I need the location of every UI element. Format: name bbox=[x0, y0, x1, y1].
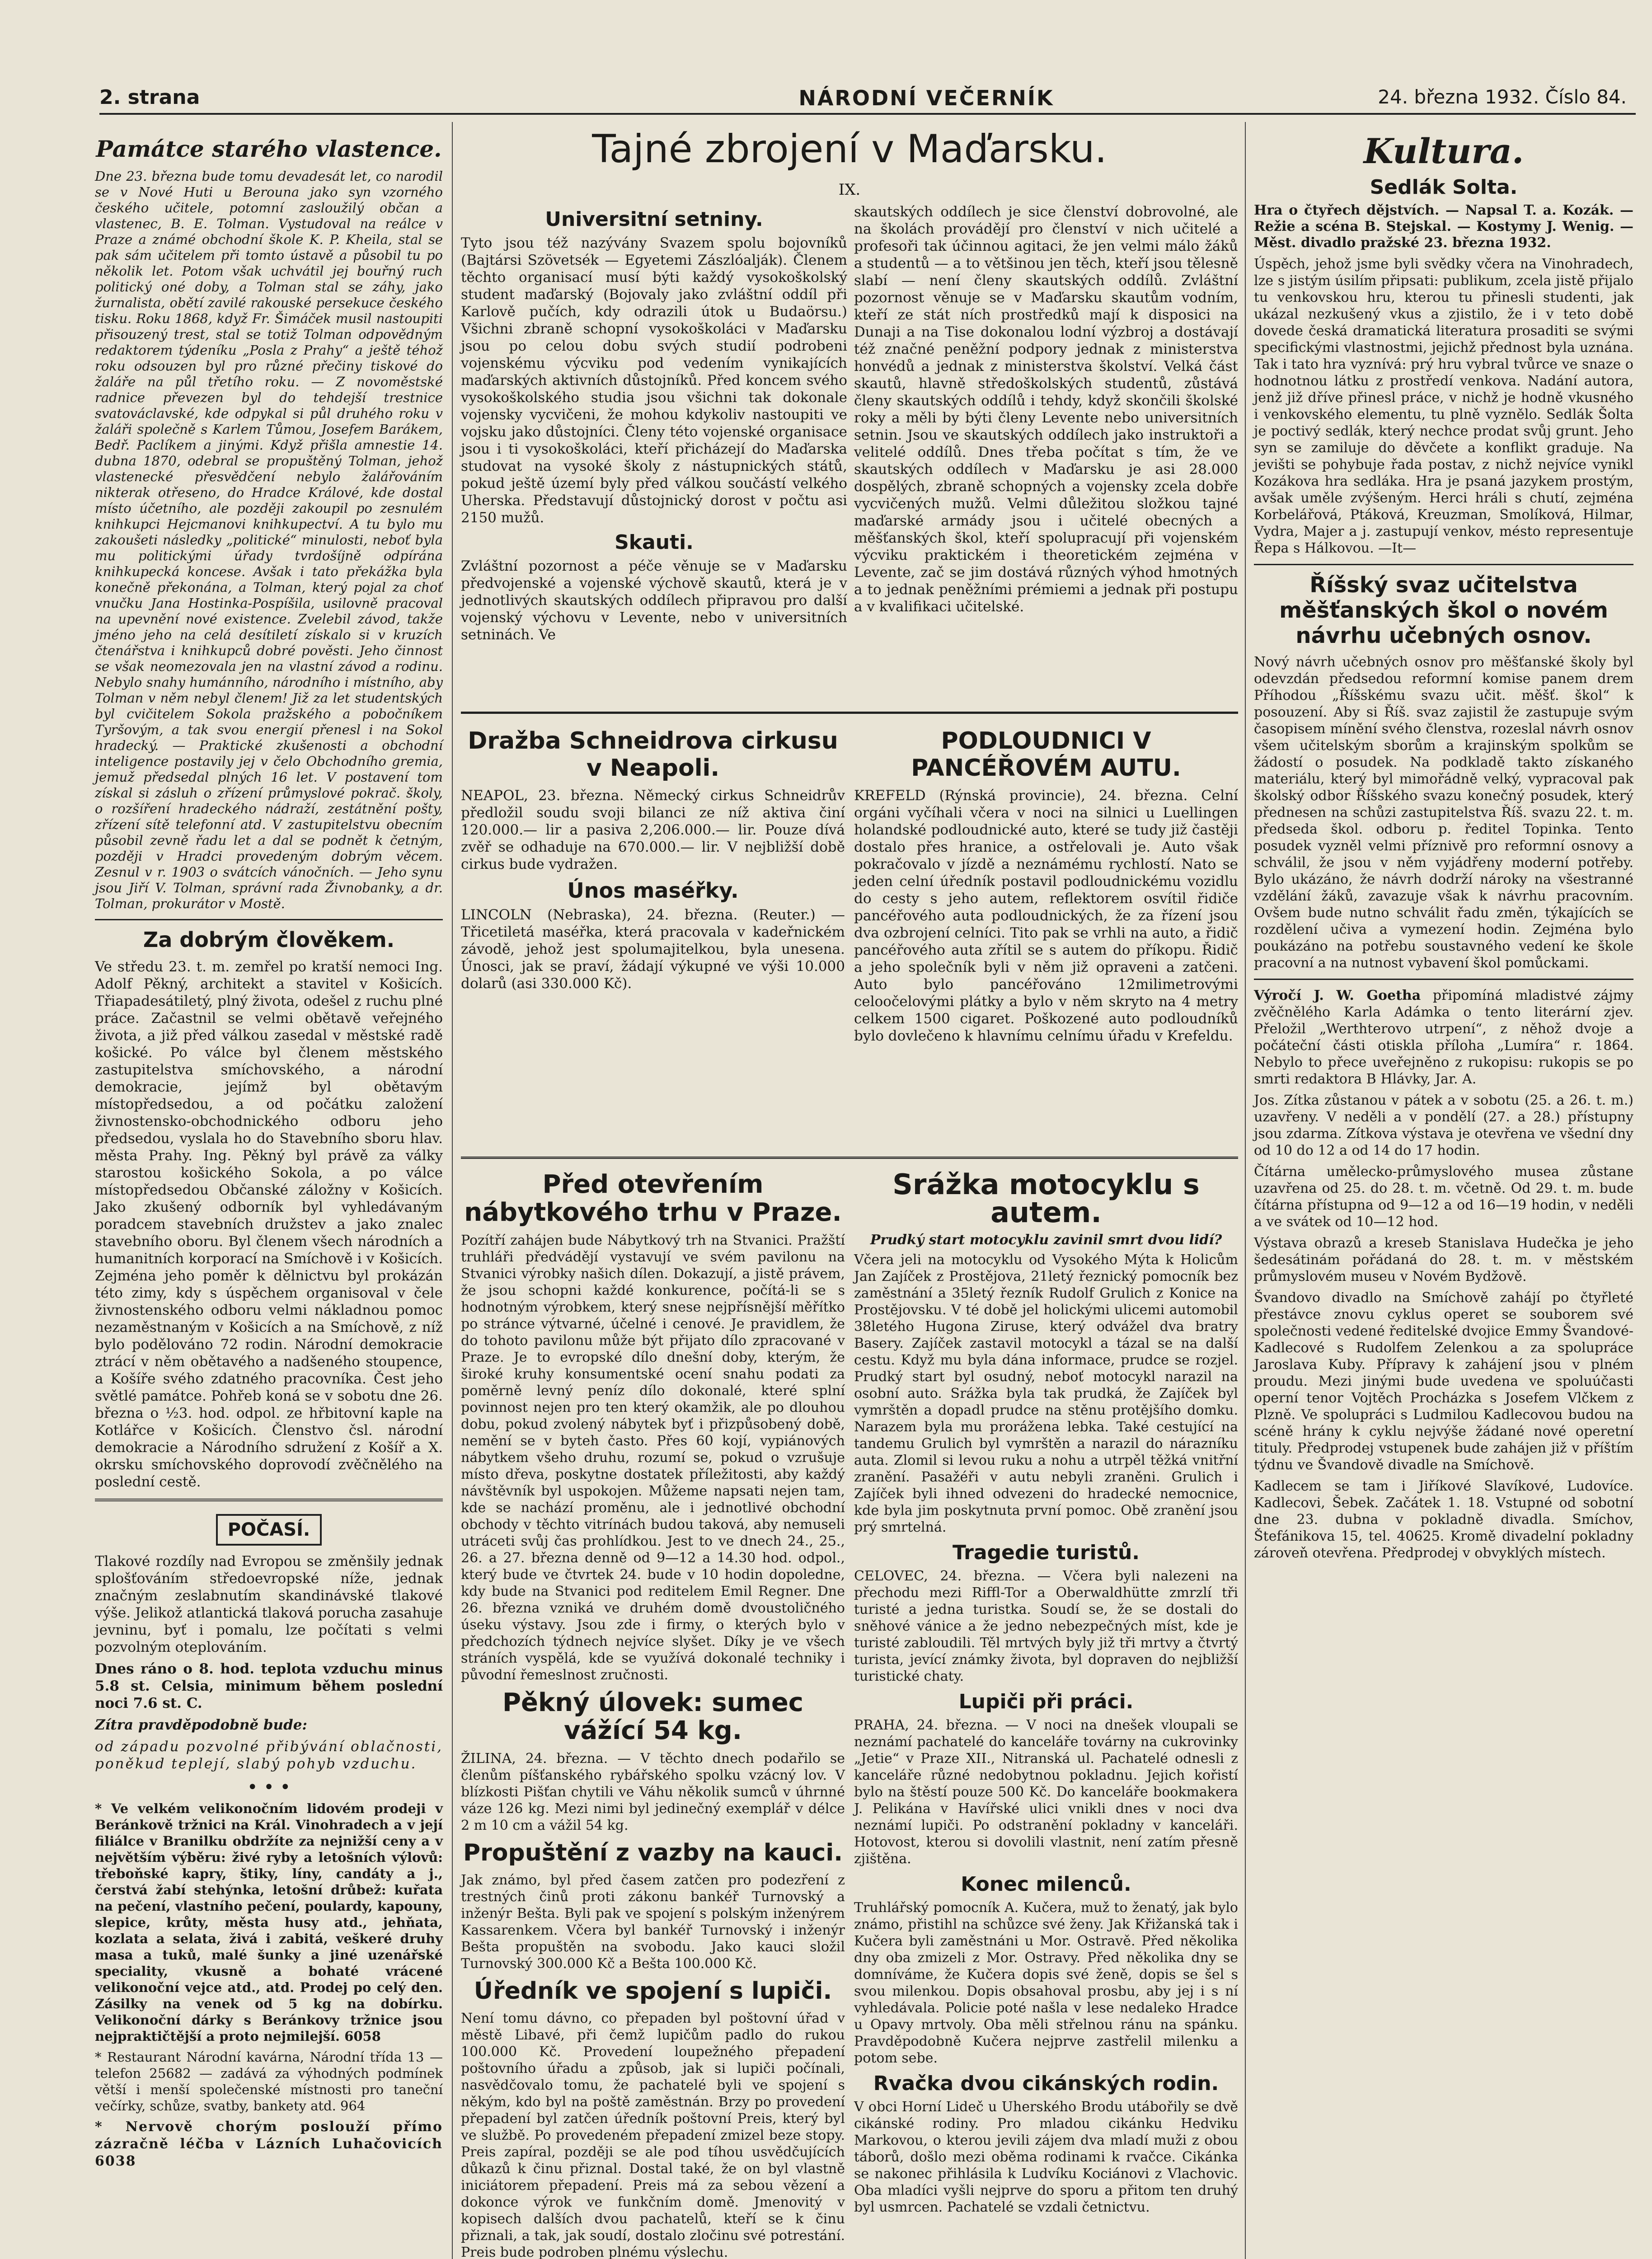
main-story-title: Tajné zbrojení v Maďarsku. bbox=[592, 127, 1107, 172]
divider bbox=[1254, 564, 1633, 565]
article-title-sumec: Pěkný úlovek: sumec vážící 54 kg. bbox=[502, 1688, 803, 1745]
article-title-tragedie: Tragedie turistů. bbox=[952, 1541, 1140, 1564]
forecast-title: Zítra pravděpodobně bude: bbox=[95, 1717, 307, 1733]
lower-middle bbox=[854, 1168, 1238, 2216]
article-text-tragedie: CELOVEC, 24. března. — Včera byli nalezeni na přechodu mezi Riffl-Tor a Oberwaldhütte zmrzlí tři turisté a jedna turistka. Soudí se, že se dostali do sněhové vánice a že jedno nebezpečných míst, kde je turisté zabloudili. Těl mrtvých byly již tři mrtvy a čtvrtý turista, jevící známky života, byl dopraven do nejbližší turistické chaty. bbox=[854, 1568, 1238, 1684]
section-title-universitni: Universitní setniny. bbox=[545, 208, 763, 231]
article-text-lupici-urednik: Není tomu dávno, co přepaden byl poštovní úřad v městě Libavé, při čemž lupičům padlo do rukou 100.000 Kč. Provedení loupežného přepadení poštovního úřadu a způsob, jak si lupiči počínali, nasvědčovalo tomu, že pachatelé byli ve spojení s někým, kdo byl na poště zaměstnán. Brzy po provedení přepadení byl zatčen úředník poštovní Preis, který byl ve službě. Po provedeném přepadení zmizel beze stopy. Preis zapíral, později se ale pod tíhou usvědčujících důkazů k činu přiznal. Dostal také, že on byl vlastně iniciátorem přepadení. Preis má za sebou vězení a dokonce výrok ve funkčním domě. Jmenovitý v kopisech dalších dvou pachatelů, kteří se k činu přiznali, a tak, jak soudí, dostalo zločinu své potrestání. Preis bude podroben plnému výslechu. bbox=[461, 2011, 845, 2259]
lower-left bbox=[461, 1168, 845, 2259]
article-title-srazka: Srážka motocyklu s autem. bbox=[892, 1168, 1200, 1229]
article-text-konec-milencu: Truhlářský pomocník A. Kučera, muž to ženatý, jak bylo známo, přistihl na schůzce své ženy. Jak Křižanská tak i Kučera byli zaměstnáni u Mor. Ostravě. Před několika dny oba zmizeli z Mor. Ostravy. Před několika dny se domníváme, že Kučera dopis své ženě, dopis se šel s svou milenkou. Dopis obsahoval prosbu, aby jej i s ní vyhledávala. Policie poté našla v lese nedaleko Hradce u Opavy mrtvoly. Oba měli střelnou ránu na spánku. Pravděpodobně Kučera nejprve zastřelil milenku a potom sebe. bbox=[854, 1900, 1238, 2066]
divider bbox=[95, 1499, 443, 1501]
dots-ornament: • • • bbox=[247, 1777, 291, 1798]
article-text-kauce: Jak známo, byl před časem zatčen pro podezření z trestných činů proti zákonu bankéř Turnovský a inženýr Bešta. Byli pak ve spojení s polským inženýrem Kassarenkem. Včera byl bankéř Turnovský i inženýr Bešta propuštěn na svobodu. Jako kauci složil Turnovský 300.000 Kč a Bešta 100.000 Kč. bbox=[461, 1872, 845, 1972]
divider bbox=[1254, 979, 1633, 980]
article-title-risky-svaz: Říšský svaz učitelstva měšťanských škol o novém návrhu učebných osnov. bbox=[1279, 572, 1608, 648]
article-text-cirkus: NEAPOL, 23. března. Německý cirkus Schneidrův předložil soudu svoji bilanci ze níž aktiva činí 120.000.— lir a pasiva 2,206.000.— lir. Pouze dívá zvěř se odhaduje na 670.000.— lir. V nejbližší době cirkus bude vydražen. bbox=[461, 787, 845, 872]
article-subtitle-srazka: Prudký start motocyklu zavinil smrt dvou lidí? bbox=[870, 1232, 1222, 1248]
note-text-goethe: připomíná mladistvé zájmy zvěčnělého Karla Adámka o tento literární zjev. Přeložil „Werthterovo utrpení“, z něhož dvoje a počáteční části otiskla příloha „Lumíra“ r. 1864. Nebylo to přece uveřejněno z rukopisu: rukopis se po smrti redaktora B Hlávky, Jar. A. bbox=[1254, 988, 1634, 1087]
article-title-rvacka: Rvačka dvou cikánských rodin. bbox=[873, 2072, 1219, 2095]
note-citarna: Čítárna umělecko-průmyslového musea zůstane uzavřena od 25. do 28. t. m. včetně. Od 29. t. m. bude čítárna přístupna od 9—12 a od 16—19 hodin, v neděli a ve svátek od 10—12 hod. bbox=[1254, 1164, 1633, 1230]
column-divider-2 bbox=[1245, 122, 1246, 2259]
note-svandovo: Švandovo divadlo na Smíchově zahájí po čtyřleté přestávce znovu cyklus operet se souborem své společnosti vedené ředitelské dvojice Emmy Švandové-Kadlecové s Rudolfem Zelenkou a za spolupráce Jaroslava Kuby. Přípravy k zahájení jsou v plném proudu. Mezi jinými bude uvedena ve spoluúčasti operní tenor Vojtěch Procházka s Josefem Vlčkem z Plzně. Ve spolupráci s Ludmilou Kadlecovou budou na scéně hrány k cyklu nejvýše žádané nové operetní tituly. Předprodej vstupenek bude zahájen již v příštím týdnu ve Švandově divadle na Smíchově. bbox=[1254, 1290, 1633, 1473]
article-text-pamatce: Dne 23. března bude tomu devadesát let, co narodil se v Nové Huti u Berouna jako syn vzorného českého učitele, potomní zasloužilý občan a vlastenec, B. E. Tolman. Vystudoval na reálce v Praze a známé obchodní škole K. P. Kheila, stal se pak sám učitelem při tomto ústavě a působil tu po několik let. Potom však uchvátil jej bouřný ruch politický oné doby, a Tolman stal se záhy, jako žurnalista, obětí zavilé rakouské persekuce českého tisku. Roku 1868, když Fr. Šimáček musil nastoupiti přisouzený trest, stal se totiž Tolman odpovědným redaktorem týdeníku „Posla z Prahy“ a ještě téhož roku odsouzen byl pro různé přečiny tiskové do žaláře na půl třetího roku. — Z novoměstské radnice převezen byl do tehdejší trestnice svatováclavské, kde odpykal si půl druhého roku v žaláři společně s Karlem Tůmou, Josefem Barákem, Bedř. Paclíkem a jinými. Když přišla amnestie 14. dubna 1870, odebral se propuštěný Tolman, jehož vlastenecké přesvědčení nebylo žalářováním nikterak otřeseno, do Hradce Králové, kde dostal místo účetního, ale později zakoupil po zesnulém knihkupci Hejcmanovi knihkupectví. A tu bylo mu zakoušeti následky „politické“ minulosti, neboť byla mu politickými úřady tvrdošíjně odpírána knihkupecká koncese. Avšak i tato překážka byla konečně překonána, a Tolman, který pojal za choť vnučku Jana Hostinka-Pospíšila, usilovně pracoval na upevnění nové existence. Zvelebil závod, takže jméno jeho na celá desítiletí získalo si v kruzích čtenářstva i knihkupců dobré pověsti. Jeho činnost se však neomezovala jen na vlastní závod a rodinu. Nebylo snahy humánního, národního i místního, aby Tolman v něm nebyl členem! Již za let studentských byl cvičitelem Sokola pražského a pobočníkem Tyršovým, a tak svou energií přenesl i na Sokol hradecký. — Praktické zkušenosti a obchodní inteligence postavily jej v čelo Obchodního gremia, jemuž předsedal plných 16 let. V postavení tom získal si zásluh o zřízení průmyslové pokrač. školy, o rozšíření hradeckého nádraží, zestátnění pošty, zřízení sítě telefonní atd. V zastupitelstvu obecním působil zevně řadu let a dal se podnět k četným, později v Hradci provedeným dobrým věcem. Zesnul v r. 1903 o svátcích vánočních. — Jeho synu jsou Jiří V. Tolman, správní rada Živnobanky, a dr. Tolman, prokurátor v Mostě. bbox=[95, 169, 443, 911]
article-title-cirkus: Dražba Schneidrova cirkusu v Neapoli. bbox=[468, 727, 838, 782]
article-text-rvacka: V obci Horní Lideč u Uherského Brodu utábořily se dvě cikánské rodiny. Pro mladou cikánku Hedviku Markovou, o kterou jevili zájem dva mladí muži z obou táborů, došlo mezi oběma rodinami k rvačce. Cikánka se nakonec přihlásila k Ludvíku Kociánovi z Vlachovic. Oba mladíci vyšli nejprve do sporu a přitom ten druhý byl usmrcen. Pachatelé se vzdali četnictvu. bbox=[854, 2099, 1238, 2215]
article-title-nabytkovy-trh: Před otevřením nábytkového trhu v Praze. bbox=[464, 1170, 842, 1227]
review-title-sedlak-solta: Sedlák Solta. bbox=[1370, 176, 1518, 199]
article-text-za-dobrym: Ve středu 23. t. m. zemřel po kratší nemoci Ing. Adolf Pěkný, architekt a stavitel v Košicích. Třiapadesátiletý, plný života, odešel z ruchu plné práce. Začastnil se velmi obětavě veřejného života, a již před válkou zasedal v městské radě košické. Po válce byl členem městského zastupitelstva smíchovského, a národní demokracie, jejímž byl obětavým místopředsedou, a od počátku založení živnostensko-obchodnického odboru jeho předsedou, vyslala ho do Stavebního sboru hlav. města Prahy. Ing. Pěkný byl právě za války starostou košického Sokola, a po válce místopředsedou Občanské záložny v Košicích. Jako zkušený odborník byl vyhledávaným poradcem stavebních družstev a jako znalec stavebního oboru. Byl členem všech národních a humanitních korporací na Smíchově i v Košicích. Zejména jeho poměr k dělnictvu byl prokázán této zimy, kdy s úspěchem organisoval v čele živnostenského odboru velmi nákladnou pomoc nezaměstnaným v Košicích a na Smíchově, z níž bylo podělováno 72 rodin. Národní demokracie ztrácí v něm obětavého a nadšeného stoupence, a Košíře svého zdatného pracovníka. Čest jeho světlé památce. Pohřeb koná se v sobotu dne 26. března o ½3. hod. odpol. ze hřbitovní kaple na Kotlářce v Košicích. Členstvo čsl. národní demokracie a Národního sdružení z Košíř a X. okrsku smíchovského doprovodí zvěčnělého na poslední cestě. bbox=[95, 959, 443, 1490]
article-text-sumec: ŽILINA, 24. března. — V těchto dnech podařilo se členům píšťanského rybářského spolku vzácný lov. V blízkosti Pišťan chytili ve Váhu několik sumců v úhrnné váze 126 kg. Mezi nimi byl jedinečný exemplář v délce 2 m 10 cm a vážil 54 kg. bbox=[461, 1751, 845, 1833]
article-title-konec-milencu: Konec milenců. bbox=[961, 1873, 1131, 1896]
header-rule bbox=[99, 113, 1636, 115]
weather-temperature: Dnes ráno o 8. hod. teplota vzduchu minus 5.8 st. Celsia, minimum během poslední noci 7.6 st. C. bbox=[95, 1661, 443, 1711]
ad-luhacovice: * Nervově chorým poslouží přímo zázračně léčba v Lázních Luhačovicích 6038 bbox=[95, 2119, 443, 2169]
page-number: 2. strana bbox=[99, 86, 200, 109]
note-title-goethe: Výročí J. W. Goetha bbox=[1254, 988, 1421, 1003]
main-story-continued: skautských oddílech je sice členství dobrovolné, ale na školách provádějí pro členství v nich učitelé a profesoři tak účinnou agitaci, že jen velmi málo žáků a studentů — a to většinou jen těch, kteří jsou tělesně slabí — není členy skautských oddílů. Zvláštní pozornost věnuje se v Maďarsku skautům vodním, kteří ze stát ních prostředků mají k disposici na Dunaji a na Tise dokonalou lodní výzbroj a dostávají též značné peněžní podpory jednak z ministerstva honvédů a jednak z ministerstva školství. Velká část skautů, hlavně středoškolských studentů, zůstává členy skautských oddílů i tehdy, když skončili školské roky a měli by býti členy Levente nebo universitních setnin. Jsou ve skautských oddílech jako instruktoři a velitelé oddílů. Dnes třeba počítat s tím, že ve skautských oddílech v Maďarsku je asi 28.000 dospělých, zbraně schopných a vojensky zcela dobře vycvičených mužů. Velmi důležitou složkou tajné maďarské armády jsou i učitelé obecných a měšťanských škol, kteří spolupracují při vojenském výcviku praktickém i theoretickém zejména v Levente, zač se jim dostává různých výhod hmotných a to jednak peněžními prémiemi a jednak při postupu a v kvalifikaci učitelské. bbox=[854, 204, 1238, 615]
article-title-lupici-urednik: Úředník ve spojení s lupiči. bbox=[474, 1978, 832, 2005]
article-title-pamatce: Památce starého vlastence. bbox=[96, 136, 442, 162]
article-title-kauce: Propuštění z vazby na kauci. bbox=[463, 1839, 843, 1866]
section-title-skauti: Skauti. bbox=[615, 531, 694, 554]
review-text: Úspěch, jehož jsme byli svědky včera na Vinohradech, lze s jistým úsilím připsati: publikum, zcela jistě přijalo tu venkovskou hru, kterou tu přinesli studenti, jak ukázal nezkušený vkus a zjistilo, že i v teto době dovede česká dramatická literatura prosaditi se svými specifickými vlastnostmi, jejichž přednost byla uznána. Tak i tato hra vyznívá: prý hru vybral tvůrce ve snaze o hodnotnou látku z prostředí venkova. Nadání autora, jenž již dříve přinesl práce, v nichž je hodně vkusného i venkovského elementu, tu plně vyznělo. Sedlák Šolta je poctivý sedlák, který nechce prodat svůj grunt. Jeho syn se zamiluje do děvčete a konflikt graduje. Na jevišti se pohybuje řada postav, z nichž nejvíce vynikl Kozákova hra sedláka. Hra je psaná jazykem prostým, avšak uměle zvýšeným. Herci hráli s chutí, zejména Korbelářová, Ptáková, Kreuzman, Smolíková, Hilmar, Vydra, Majer a j. zastupují venkov, mésto representuje Řepa s Hálkovou. —It— bbox=[1254, 256, 1633, 556]
column-divider-1 bbox=[452, 122, 453, 2259]
middle-left bbox=[461, 723, 845, 992]
masthead-title: NÁRODNÍ VEČERNÍK bbox=[798, 86, 1054, 110]
middle-right bbox=[854, 723, 1238, 1045]
section-text-skauti: Zvláštní pozornost a péče věnuje se v Maďarsku předvojenské a vojenské výchově skautů, která je v jednotlivých skautských oddílech připravou pro další vojenský výchovu v Levente, nebo v universitních setninách. Ve bbox=[461, 558, 847, 643]
middle-band-rule bbox=[461, 712, 1238, 714]
article-text-lupici-pri-praci: PRAHA, 24. března. — V noci na dnešek vloupali se neznámí pachatelé do kanceláře továrny na cukrovinky „Jetie“ v Praze XII., Nitranská ul. Pachatelé odnesli z kanceláře různé nedobytnou pokladnu. Jejich kořistí bylo na štěstí pouze 500 Kč. Do kanceláře bookmakera J. Pelikána v Havířské ulici vnikli dnes v noci dva neznámí lupiči. Po odstranění pokladny v kanceláři. Hotovost, kterou si dovolili vlastnit, není zatím přesně zjištěna. bbox=[854, 1717, 1238, 1867]
ad-beranek: * Ve velkém velikonočním lidovém prodeji v Beránkově tržnici na Král. Vinohradech a v její filiálce v Branilku obdržíte za nejnižší ceny a v největším výběru: živé ryby a letošních výlovů: třeboňské kapry, štiky, líny, candáty a j., čerstvá žabí stehýnka, letošní drůbež: kuřata na pečení, vlastního pečení, poulardy, kapouny, slepice, krůty, města husy atd., jehňata, kozlata a selata, živá i zabitá, veškeré druhy masa a tuků, malé šunky a jiné uzenářské speciality, vkusně a bohaté vrácené velikonoční vejce atd., atd. Prodej po celý den. Zásilky na venek od 5 kg na dobírku. Velikonoční dárky s Beránkovy tržnice jsou nejpraktičtější a proto nejmilejší. 6058 bbox=[95, 1801, 443, 2044]
section-text-universitni: Tyto jsou též nazývány Svazem spolu bojovníků (Bajtársi Szövetsék — Egyetemi Zászlóalják). Členem těchto organisací musí býti každý vysokoškolský student maďarský (Bojovaly jako zvláštní oddíl při Karlově pučích, kdy odrazili útok u Budaörsu.) Všichni zbraně schopní vysokoškoláci v Maďarsku jsou po celou dobu svých studií podrobeni vojenskému výcviku pod vedením vynikajících maďarských aktivních důstojníků. Před koncem svého vysokoškolského studia jsou všichni tak dokonale vojensky vycvičeni, že mohou kdykoliv nastoupiti ve vojsku jako důstojníci. Členy této vojenské organisace jsou i ti vysokoškoláci, kteří přicházejí do Maďarska studovat na vysoké školy z nástupnických států, pokud ještě území byly před válkou součástí velkého Uherska. Představují důstojnický dorost v počtu asi 2150 mužů. bbox=[461, 235, 847, 526]
article-text-unos: LINCOLN (Nebraska), 24. března. (Reuter.) — Třicetiletá maséřka, která pracovala v kadeřnickém závodě, jehož jest spolumajitelkou, byla unesena. Únosci, jak se praví, žádají výkupné ve výši 10.000 dolarů (asi 330.000 Kč). bbox=[461, 907, 845, 992]
main-story-part: IX. bbox=[838, 181, 861, 199]
article-title-unos: Únos maséřky. bbox=[567, 878, 739, 903]
column-main-right bbox=[854, 203, 1238, 620]
divider bbox=[95, 919, 443, 920]
weather-box-title: POČASÍ. bbox=[216, 1514, 322, 1546]
note-svandovo-cont: Kadlecem se tam i Jiříkové Slavíkové, Ludovíce. Kadlecovi, Šebek. Začátek 1. 18. Vstupné od sobotní dne 23. dubna v pokladně divadla. Smíchov, Štefánikova 15, tel. 40625. Kromě divadelní pokladny zároveň otevřena. Předprodej v obvyklých místech. bbox=[1254, 1478, 1633, 1561]
note-zitek: Jos. Zítka zůstanou v pátek a v sobotu (25. a 26. t. m.) uzavřeny. V neděli a v pondělí (27. a 28.) přístupny jsou zdarma. Zítkova výstava je otevřena ve všední dny od 10 do 12 a od 14 do 17 hodin. bbox=[1254, 1092, 1633, 1158]
article-text-nabytkovy-trh: Pozítří zahájen bude Nábytkový trh na Stvanici. Pražští truhláři předvádějí vystavují ve svém pavilonu na Stvanici výrobky našich dílen. Dokazují, a jistě právem, že jsou schopni každé konkurence, počítá-li se s hodnotným výrobkem, který snese nejpřísnější měřítko po stránce výtvarné, účelné i cenové. Je pravidlem, že do tohoto pavilonu může být přijato dílo zpracované v Praze. Je to evropské dílo dnešní doby, kterým, že široké kruhy konsumentské ocení snahu podati za poměrně levný peníz dílo dokonalé, které splní povinnost nejen pro ten který okamžik, ale po dlouhou dobu, pokud zvolený nábytek byť i přizpůsobený době, nemění se v byteh často. Přes 60 kojí, vypiánových nábytkem všeho druhu, rozumí se, pokud o vzrušuje místo dřeva, poskytne dostatek příležitosti, aby každý návštěvník byl uspokojen. Můžeme napsati nejen tam, kde se nachází proměnu, ale i jednotlivé obchodní obchody v těchto vitrínách budou taková, aby nemuseli utráceti svůj čas prohlídkou. Jest to ve dnech 24., 25., 26. a 27. března denně od 9—12 a 14.30 hod. odpol., který bude ve čtvrtek 24. bude v 10 hodin dopoledne, kdy bude na Stvanici pod reditelem Emil Regner. Dne 26. března vzniká ve druhém domě dvoustoličného úseku výstavy. Jsou zde i firmy, o kterých bylo v předchozích týdnech nejvíce slyšet. Díky je ve všech stráních vyspělá, kde se využívá dokonalé techniky i původní řemeslnost zručnosti. bbox=[461, 1233, 845, 1683]
article-title-podloudnici: PODLOUDNICI V PANCÉŘOVÉM AUTU. bbox=[911, 727, 1181, 782]
issue-date: 24. března 1932. Číslo 84. bbox=[1378, 86, 1627, 108]
review-credits: Hra o čtyřech dějstvích. — Napsal T. a. Kozák. — Režie a scéna B. Stejskal. — Kostymy J. Wenig. — Měst. divadlo pražské 23. března 1932. bbox=[1254, 202, 1633, 251]
article-text-srazka: Včera jeli na motocyklu od Vysokého Mýta k Holicům Jan Zajíček z Prostějova, 21letý řeznický pomocník bez zaměstnání a 35letý řezník Rudolf Grulich z Konice na Prostějovsku. V té době jel holickými ulicemi automobil 38letého Hugona Ziruse, který odvážel dva bratry Basery. Zajíček zastavil motocykl a tázal se na další cestu. Když mu byla dána informace, prudce se rozjel. Prudký start byl osudný, neboť motocykl narazil na osobní auto. Srážka byla tak prudká, že Zajíček byl vymrštěn a dopadl prudce na stěnu protějšího domku. Narazem byla mu prorážena lebka. Také cestující na tandemu Grulich byl vymrštěn a narazil do nárazníku auta. Zlomil si levou ruku a nohu a utrpěl těžká vnitřní zranění. Pasažéři v autu nebyli zraněni. Grulich i Zajíček byli ihned odvezeni do hradecké nemocnice, kde byla jim poskytnuta první pomoc. Obě zranění jsou prý smrtelná. bbox=[854, 1252, 1238, 1535]
lower-band-rule bbox=[461, 1157, 1238, 1159]
article-text-podloudnici: KREFELD (Rýnská provincie), 24. března. Celní orgáni vyčíhali včera v noci na silnici u Luellingen holandské podloudnické auto, které se tudy již častěji dostalo přes hranice, a ostřelovali je. Auto však pokračovalo v jízdě a neznámému rychlostí. Nato se jeden celní úředník postavil podloudnickému vozidlu do cesty s jeho autem, reflektorem osvítil řidiče pancéřového auta podloudnických, že za řízení jsou dva ozbrojení celníci. Tito pak se vrhli na auto, a řidič pancéřového auta zřítil se s autem do příkopu. Řidič a jeho společník byli v něm již opraveni a zatčeni. Auto bylo pancéřováno 12milimetrovými celoočelovými plátky a bylo v něm skryto na 4 metry celkem 1500 cigaret. Poškozené auto podloudníků bylo dovlečeno k hlavnímu celnímu úřadu v Krefeldu. bbox=[854, 787, 1238, 1044]
section-title-kultura: Kultura. bbox=[1363, 131, 1524, 171]
column-left bbox=[95, 131, 443, 2175]
forecast-text: od západu pozvolné přibývání oblačnosti, poněkud teplejí, slabý pohyb vzduchu. bbox=[95, 1739, 443, 1772]
article-title-lupici-pri-praci: Lupiči při práci. bbox=[958, 1690, 1134, 1713]
note-hudecek: Výstava obrazů a kreseb Stanislava Hudečka je jeho šedesátinám pořádaná do 28. t. m. v městském průmyslovém museu v Novém Bydžově. bbox=[1254, 1235, 1633, 1284]
column-right-culture bbox=[1254, 131, 1633, 1566]
weather-text: Tlakové rozdíly nad Evropou se změnšily jednak splošťováním středoevropské níže, jednak značným zeslabnutím skandinávské tlakové výše. Jelikož atlantická tlaková porucha zasahuje jevninu, byť i pomalu, lze počítati s velmi pozvolným oteplováním. bbox=[95, 1553, 443, 1655]
article-text-risky-svaz: Nový návrh učebných osnov pro měšťanské školy byl odevzdán předsedou reformní komise panem drem Příhodou „Říšskému svazu učit. měšť. škol“ k posouzení. Aby si Říš. svaz zajistil že zastupuje svým časopisem mínění svého členstva, rozeslal návrh osnov všem učitelským sborům a krajinským spolkům se žádostí o posudek. Na podkladě takto získaného materiálu, který byl mimořádně velký, vypracoval pak školský odbor Říšského svazu konečný posudek, který přednesen na schůzi zastupitelstva Říš. svazu 22. t. m. předseda škol. odboru p. ředitel Topinka. Tento posudek vyzněl velmi příznivě pro reformní osnovy a schválil, že jsou v něm vyjádřeny moderní potřeby. Bylo ukázáno, že návrh dodrží nároky na všestranné vzdělání žáků, zavazuje však k návrhu pracovním. Ovšem bude nutno schválit řadu změn, týkajících se rozdělení učiva a vymezení hodin. Zejména bylo poukázáno na potřebu soustavného vedení ke škole pracovní a na nutnost vybavení škol pomůckami. bbox=[1254, 654, 1633, 971]
ad-restaurant: * Restaurant Národní kavárna, Národní třída 13 — telefon 25682 — zadává za výhodných podmínek větší i menší společenské místnosti pro taneční večírky, schůze, svatby, bankety atd. 964 bbox=[95, 2049, 443, 2114]
article-title-za-dobrym: Za dobrým člověkem. bbox=[143, 928, 395, 952]
